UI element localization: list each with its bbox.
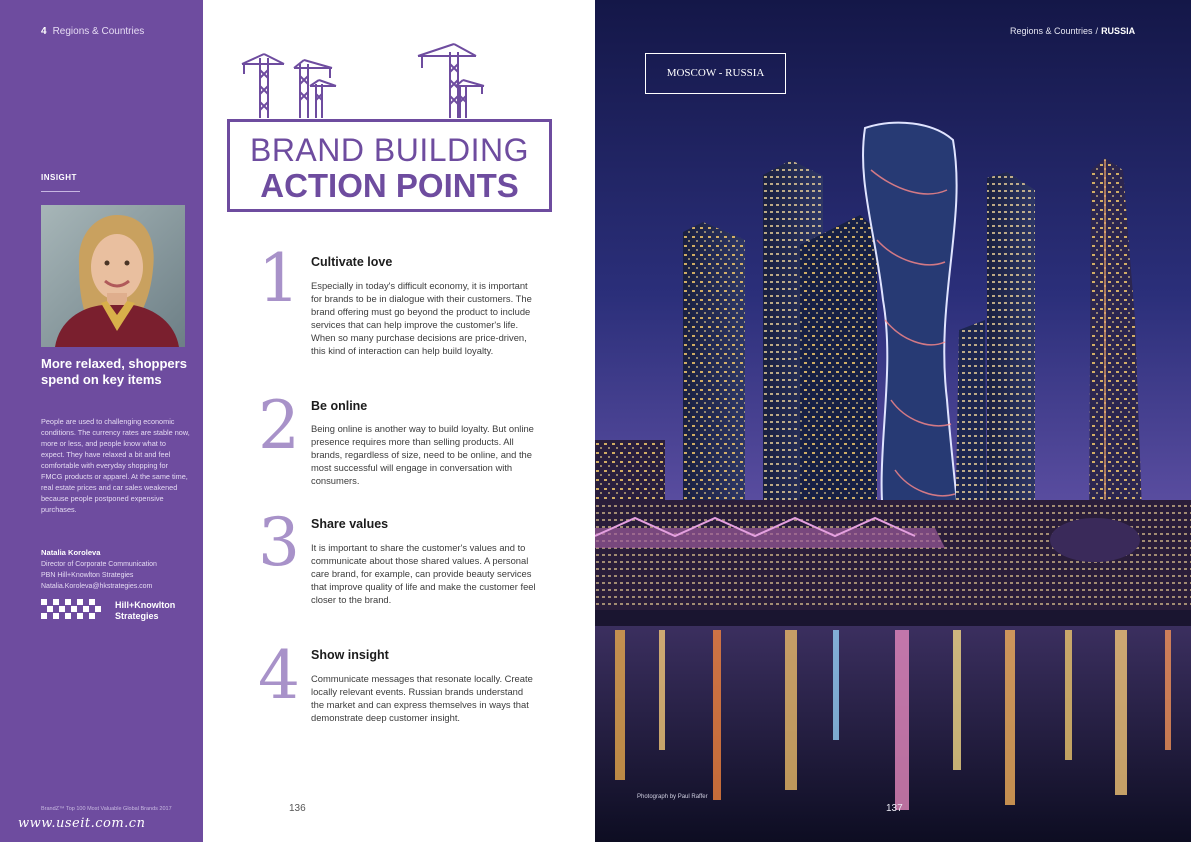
page-tag: 4 bbox=[41, 26, 47, 37]
section-label: Regions & Countries bbox=[1010, 26, 1093, 36]
action-point-title: Show insight bbox=[311, 648, 389, 662]
country-label: RUSSIA bbox=[1101, 26, 1136, 36]
section-label: Regions & Countries bbox=[52, 26, 145, 37]
page-title-line2: ACTION POINTS bbox=[260, 167, 519, 204]
action-point-title: Cultivate love bbox=[311, 255, 393, 269]
insight-label: INSIGHT bbox=[41, 173, 77, 182]
photo-credit: Photograph by Paul Raffer bbox=[637, 794, 708, 800]
action-point-body: Especially in today's difficult economy, it is important for brands to be in dialogue with their customers. The brand offering must go beyond the product to include services that can help improve the customer's life. When so many purchase decisions are price-driven, this kind of interaction can help build loyalty. bbox=[311, 280, 532, 356]
page-number-right: 137 bbox=[886, 803, 903, 814]
insight-body: People are used to challenging economic conditions. The currency rates are stable now, more or less, and people know what to expect. They have relaxed a bit and feel comfortable with everyday shopping for FMCG products or apparel. At the same time, real estate prices and car sales weakened because people postponed expensive purchases. bbox=[41, 417, 190, 514]
location-caption: MOSCOW - RUSSIA bbox=[645, 53, 786, 94]
action-point-number: 1 bbox=[258, 240, 300, 317]
watermark: www.useit.com.cn bbox=[18, 816, 146, 831]
author-name: Natalia Koroleva bbox=[41, 548, 101, 557]
right-page-header bbox=[1010, 26, 1135, 36]
construction-crane-icon bbox=[232, 40, 552, 120]
action-point-number: 2 bbox=[258, 387, 300, 464]
insight-sidebar bbox=[0, 0, 203, 842]
action-point-body: Communicate messages that resonate locally. Create locally relevant events. Russian brands understand the market and can express themselves in ways that demonstrate deep customer insight. bbox=[311, 673, 533, 723]
action-point-number: 4 bbox=[258, 637, 300, 714]
insight-divider bbox=[41, 191, 80, 192]
footer-note: BrandZ™ Top 100 Most Valuable Global Brands 2017 bbox=[41, 806, 172, 812]
logo-wordmark: Hill+Knowlton Strategies bbox=[115, 600, 176, 621]
moscow-skyline-photo bbox=[595, 0, 1191, 842]
action-point-body: Being online is another way to build loyalty. But online presence requires more than selling products. All brands, regardless of size, need to be online, and the most successful will engage in conversation with consumers. bbox=[311, 423, 534, 486]
action-point-title: Be online bbox=[311, 399, 368, 413]
page-title-line1: BRAND BUILDING bbox=[249, 132, 530, 168]
author-role: Director of Corporate Communication bbox=[41, 561, 157, 568]
page-title-box bbox=[227, 119, 552, 212]
page-number-left: 136 bbox=[289, 803, 306, 814]
author-portrait bbox=[41, 205, 185, 347]
insight-headline: More relaxed, shoppers spend on key items bbox=[41, 356, 187, 387]
breadcrumb-separator: / bbox=[1095, 26, 1099, 36]
author-company: PBN Hill+Knowlton Strategies bbox=[41, 572, 134, 579]
action-point-title: Share values bbox=[311, 517, 389, 531]
action-point-number: 3 bbox=[258, 504, 300, 581]
hill-knowlton-logo bbox=[41, 599, 103, 619]
sidebar-header bbox=[41, 26, 144, 37]
action-point-body: It is important to share the customer's values and to communicate about those shared values. A personal care brand, for example, can provide beauty services that improve quality of life and make the customer feel closer to the brand. bbox=[311, 542, 536, 605]
author-email[interactable]: Natalia.Koroleva@hkstrategies.com bbox=[41, 583, 153, 590]
